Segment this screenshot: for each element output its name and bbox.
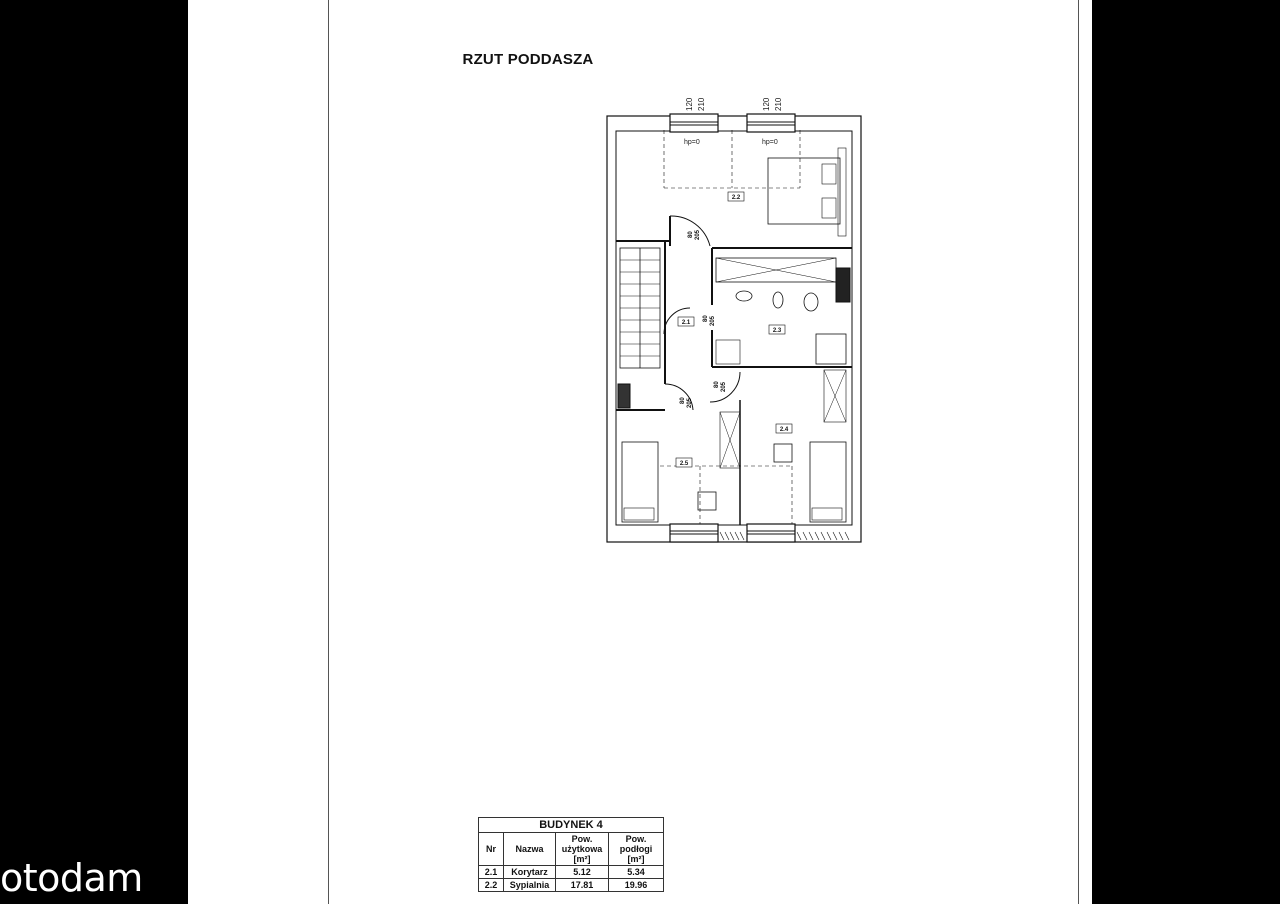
table-header-row: [479, 833, 664, 866]
door-tag-height-c: 205: [721, 381, 727, 392]
cell-nr: 2.1: [479, 866, 504, 879]
door-tag-width-c: 80: [714, 381, 720, 388]
toilet: [804, 293, 818, 311]
window-bottom-right: [747, 524, 795, 542]
bidet: [773, 292, 783, 308]
window-dim-width-left: 120: [685, 97, 694, 111]
cell-nr: 2.2: [479, 879, 504, 892]
table-caption: BUDYNEK 4: [479, 818, 664, 833]
table-row: [479, 879, 664, 892]
room-area-table: [478, 817, 664, 892]
header-floor-area: Pow. podłogi [m²]: [609, 833, 664, 866]
room-tag-bedroom-left: 2.5: [679, 461, 689, 467]
double-bed: [768, 158, 840, 224]
header-usable-area: Pow. użytkowa [m²]: [556, 833, 609, 866]
door-tag-height-b: 205: [710, 315, 716, 326]
cell-usable: 17.81: [556, 879, 609, 892]
cell-floor: 5.34: [609, 866, 664, 879]
single-bed-left: [622, 442, 658, 522]
cell-usable: 5.12: [556, 866, 609, 879]
single-bed-right: [810, 442, 846, 522]
sill-label-left: hp=0: [684, 139, 700, 146]
outer-wall-outline: [607, 116, 861, 542]
table-row: [479, 866, 664, 879]
door-tag-width-d: 80: [680, 397, 686, 404]
cell-name: Korytarz: [504, 866, 556, 879]
desk-chair-right: [774, 444, 792, 462]
window-top-left: [670, 114, 718, 132]
washbasin: [736, 291, 752, 301]
shower-tray: [816, 334, 846, 364]
room-tag-bedroom-main: 2.2: [731, 195, 741, 201]
window-top-right: [747, 114, 795, 132]
room-tag-bathroom: 2.3: [772, 328, 782, 334]
door-tag-width-b: 80: [703, 315, 709, 322]
door-tag-height-a: 205: [695, 229, 701, 240]
header-name: Nazwa: [504, 833, 556, 866]
window-dim-width-right: 120: [762, 97, 771, 111]
door-tag-height-d: 205: [687, 397, 693, 408]
cell-name: Sypialnia: [504, 879, 556, 892]
window-bottom-left: [670, 524, 718, 542]
plan-title: RZUT PODDASZA: [462, 51, 594, 68]
header-nr: Nr: [479, 833, 504, 866]
cell-floor: 19.96: [609, 879, 664, 892]
room-tag-bedroom-right: 2.4: [779, 427, 789, 433]
room-tag-corridor: 2.1: [681, 320, 691, 326]
window-dim-height-left: 210: [697, 97, 706, 111]
sill-label-right: hp=0: [762, 139, 778, 146]
otodam-watermark: otodam: [0, 856, 143, 900]
door-tag-width-a: 80: [688, 231, 694, 238]
desk-chair-left: [698, 492, 716, 510]
window-dim-height-right: 210: [774, 97, 783, 111]
